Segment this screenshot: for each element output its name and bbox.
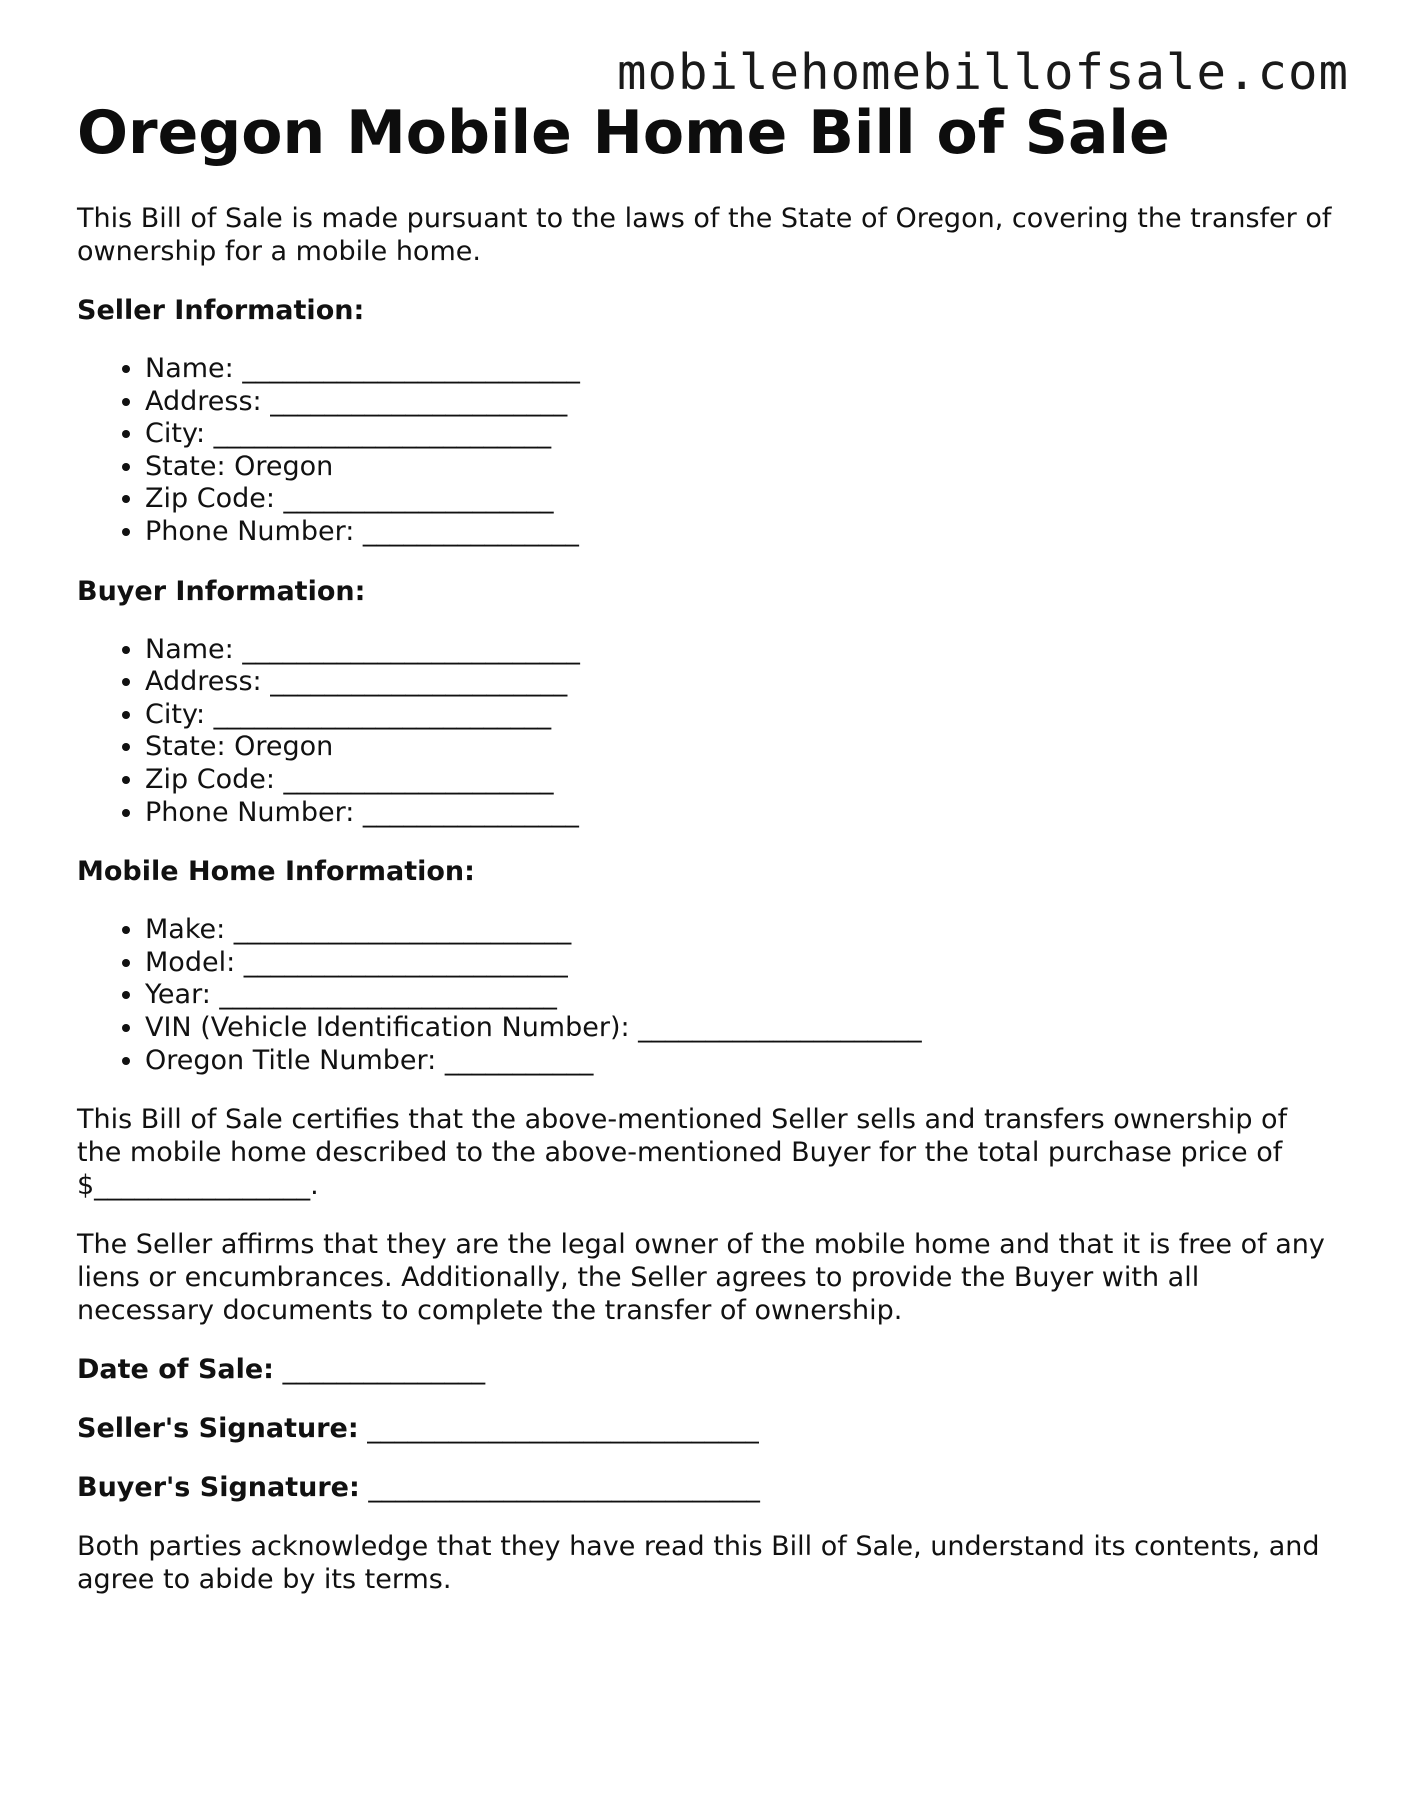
make-field: • Make: _________________________ <box>145 914 1337 947</box>
seller-name-field: • Name: _________________________ <box>145 353 1337 386</box>
buyer-state-field: • State: Oregon <box>145 731 1337 764</box>
intro-paragraph: This Bill of Sale is made pursuant to the laws of the State of Oregon, covering the transfer of ownership for a mobile home. <box>77 203 1332 267</box>
buyer-heading: Buyer Information: <box>77 575 366 607</box>
title-number-field: • Oregon Title Number: ___________ <box>145 1045 1337 1078</box>
year-field: • Year: _________________________ <box>145 979 1337 1012</box>
buyer-zip-field: • Zip Code: ____________________ <box>145 764 1337 797</box>
seller-city-field: • City: _________________________ <box>145 418 1337 451</box>
seller-signature-blank: _____________________________ <box>367 1413 759 1445</box>
date-of-sale-label: Date of Sale: <box>77 1354 274 1386</box>
buyer-city-field: • City: _________________________ <box>145 699 1337 732</box>
buyer-phone-field: • Phone Number: ________________ <box>145 797 1337 830</box>
seller-phone-field: • Phone Number: ________________ <box>145 516 1337 549</box>
seller-heading: Seller Information: <box>77 295 365 326</box>
mobile-home-info-list <box>77 914 1337 1077</box>
seller-info-list <box>77 353 1337 549</box>
seller-address-field: • Address: ______________________ <box>145 386 1337 419</box>
affirmation-paragraph: The Seller affirms that they are the legal owner of the mobile home and that it is free of any liens or encumbrances. Additionally, the Seller agrees to provide the Buyer with all necessary documents to complete the transfer of ownership. <box>77 1229 1325 1327</box>
date-of-sale-line <box>77 1353 1337 1386</box>
seller-zip-field: • Zip Code: ____________________ <box>145 483 1337 516</box>
seller-signature-line <box>77 1412 1337 1445</box>
seller-state-field: • State: Oregon <box>145 451 1337 484</box>
buyer-signature-label: Buyer's Signature: <box>77 1472 360 1504</box>
model-field: • Model: ________________________ <box>145 947 1337 980</box>
seller-signature-label: Seller's Signature: <box>77 1413 359 1445</box>
page-title: Oregon Mobile Home Bill of Sale <box>77 98 1170 168</box>
buyer-info-list <box>77 634 1337 830</box>
certification-paragraph: This Bill of Sale certifies that the above-mentioned Seller sells and transfers ownership of the mobile home described to the above-mentioned Buyer for the total purchase price of $________________. <box>77 1104 1288 1202</box>
buyer-signature-line <box>77 1471 1337 1504</box>
site-watermark: mobilehomebillofsale.com <box>616 44 1349 101</box>
document-body <box>77 96 1337 1596</box>
date-of-sale-blank: _______________ <box>282 1354 486 1386</box>
buyer-address-field: • Address: ______________________ <box>145 666 1337 699</box>
vin-field: • VIN (Vehicle Identification Number): _____________________ <box>145 1012 1337 1045</box>
mobile-home-heading: Mobile Home Information: <box>77 856 475 888</box>
buyer-signature-blank: _____________________________ <box>368 1472 760 1504</box>
buyer-name-field: • Name: _________________________ <box>145 634 1337 667</box>
acknowledgment-paragraph: Both parties acknowledge that they have read this Bill of Sale, understand its contents, and agree to abide by its terms. <box>77 1531 1320 1596</box>
